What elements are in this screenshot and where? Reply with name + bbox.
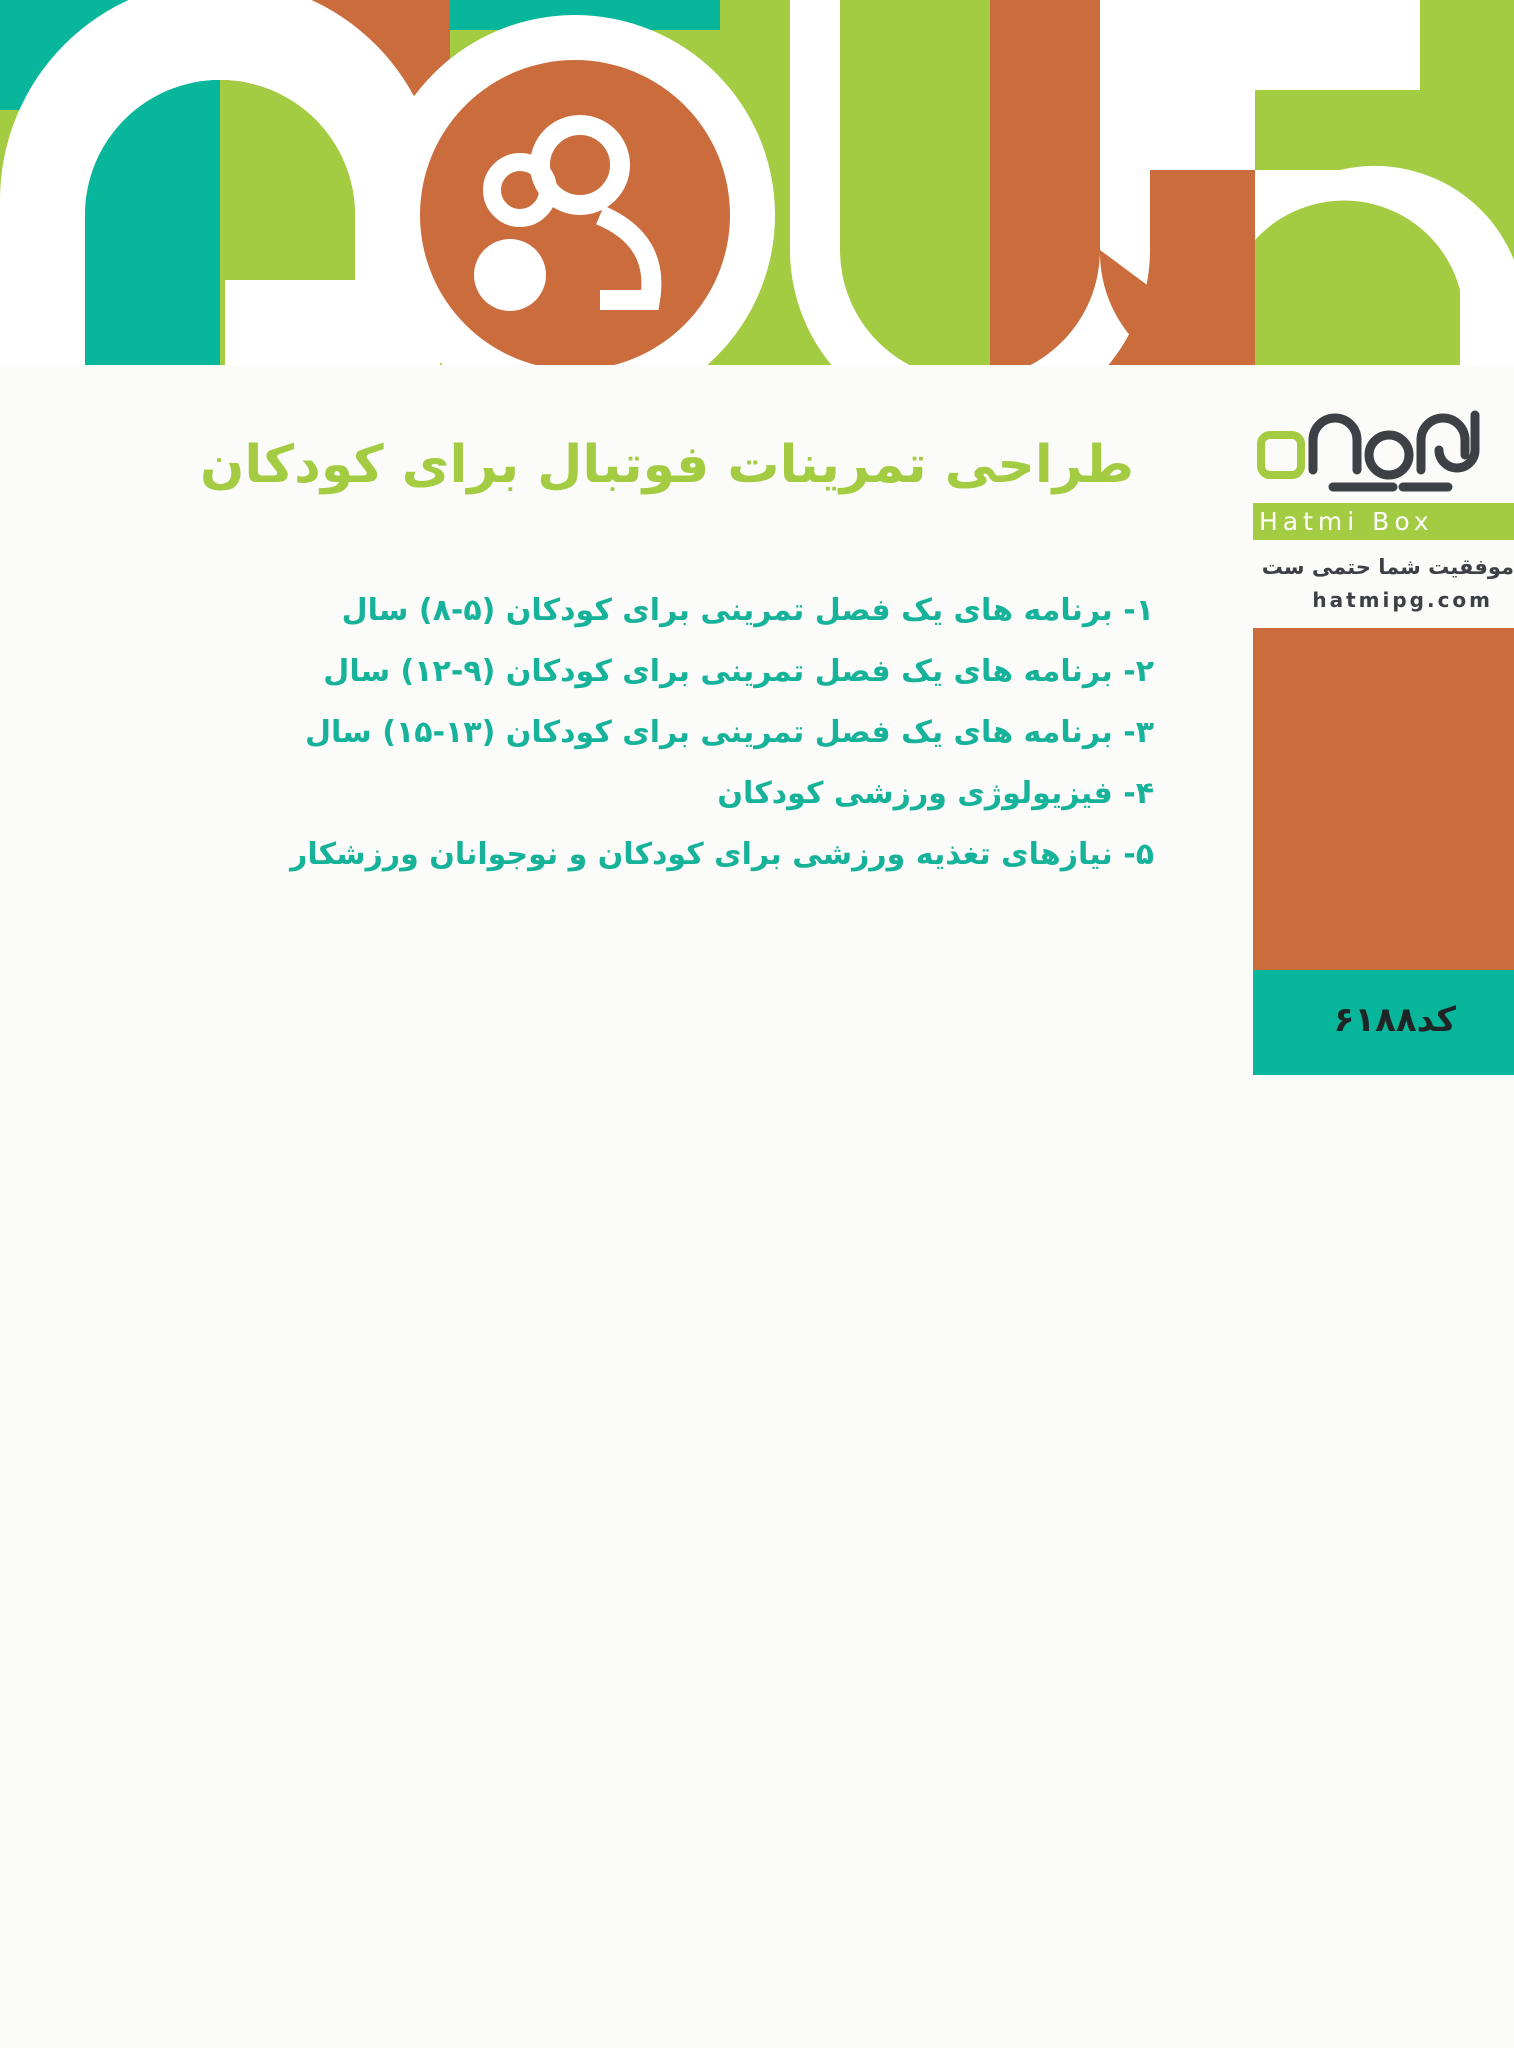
topics-list	[254, 580, 1154, 885]
sidebar	[1253, 385, 1514, 1075]
header-banner	[0, 0, 1514, 365]
list-item: ۲- برنامه های یک فصل تمرینی برای کودکان (۹-۱۲) سال	[323, 654, 1154, 689]
brand-tagline: موفقیت شما حتمی ست	[1261, 555, 1514, 579]
list-item: ۱- برنامه های یک فصل تمرینی برای کودکان (۵-۸) سال	[341, 593, 1154, 628]
list-item: ۳- برنامه های یک فصل تمرینی برای کودکان (۱۳-۱۵) سال	[304, 715, 1154, 750]
code-badge	[1253, 970, 1514, 1075]
list-item: ۵- نیازهای تغذیه ورزشی برای کودکان و نوجوانان ورزشکار	[290, 837, 1154, 872]
decorative-block	[1253, 628, 1514, 970]
brand-name-bar: Hatmi Box	[1253, 503, 1514, 540]
list-item: ۴- فیزیولوژی ورزشی کودکان	[717, 776, 1154, 811]
website-link[interactable]: hatmipg.com	[1312, 588, 1493, 612]
page-title: طراحی تمرینات فوتبال برای کودکان	[200, 435, 1134, 495]
product-code: کد۶۱۸۸	[1333, 1000, 1456, 1040]
hatmi-box-logo	[1253, 395, 1514, 495]
